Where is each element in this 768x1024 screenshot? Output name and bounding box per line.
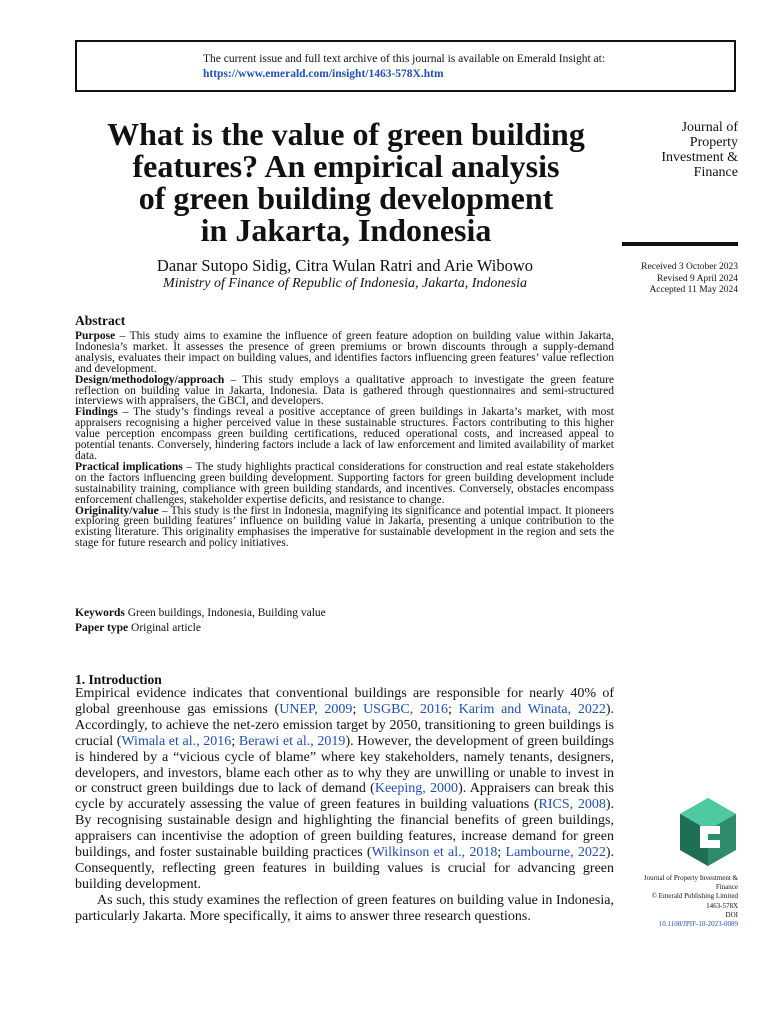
- doi-link[interactable]: 10.1108/JPIF-10-2023-0089: [658, 920, 738, 929]
- introduction-paragraph: [75, 686, 614, 893]
- citation-link[interactable]: Karim and Winata, 2022: [458, 701, 606, 717]
- section-heading-introduction: 1. Introduction: [75, 672, 162, 687]
- citation-link[interactable]: Wimala et al., 2016: [121, 733, 232, 749]
- journal-archive-banner: [75, 40, 736, 92]
- revised-date: Revised 9 April 2024: [656, 273, 738, 284]
- abstract-findings: [75, 407, 614, 462]
- paper-type-line: [75, 621, 614, 636]
- citation-link[interactable]: UNEP, 2009: [279, 701, 353, 717]
- abstract-text: The study’s findings reveal a positive acceptance of green buildings in Jakarta’s market, with most appraisers recognising a higher perceived value in these sustainable structures. Factors contributing to this higher value perception encompass green building certifications, reduced operational costs, and increased appeal to potential tenants. Conversely, hindering factors include a lack of law enforcement and limited availability of market data.: [75, 406, 615, 462]
- keywords-value: Green buildings, Indonesia, Building value: [127, 607, 326, 619]
- abstract-separator: –: [224, 373, 243, 386]
- title-line: of green building development: [138, 180, 554, 216]
- journal-name-line: Journal of: [681, 120, 738, 135]
- article-dates: [620, 262, 738, 297]
- paragraph-text: ;: [352, 701, 364, 717]
- footer-line: 1463-578X: [706, 901, 738, 910]
- journal-footer: [620, 874, 738, 929]
- introduction-paragraph: As such, this study examines the reflection of green features on building value in Indonesia, particularly Jakarta. More specifically, it aims to answer three research questions.: [75, 892, 614, 924]
- abstract-body: [75, 331, 614, 549]
- introduction-body: [75, 686, 614, 925]
- received-date: Received 3 October 2023: [641, 262, 738, 272]
- journal-name-line: Finance: [693, 165, 738, 180]
- citation-link[interactable]: RICS, 2008: [538, 797, 606, 813]
- footer-line: Journal of Property Investment &: [643, 874, 738, 882]
- abstract-text: The study highlights practical considerations for construction and real estate stakeholders on the factors influencing green building development. Supporting factors for green building development include sustainability training, compliance with green building standards, and incentives. Conversely, obstacles encompass enforcement challenges, stakeholder expertise deficits, and resistance to change.: [75, 460, 615, 506]
- title-line: What is the value of green building: [107, 116, 585, 152]
- paragraph-text: ;: [497, 845, 506, 861]
- abstract-text: This study employs a qualitative approach to investigate the green feature reflection on building value in Jakarta, Indonesia. Data is gathered through questionnaires and semi-structured interviews with appraisers, the GBCI, and developers.: [75, 373, 615, 408]
- abstract-purpose: [75, 331, 614, 375]
- keywords-block: [75, 606, 614, 636]
- abstract-label: Practical implications: [75, 460, 183, 473]
- paragraph-text: ;: [447, 701, 459, 717]
- paragraph-text: ). However, the development of green buildings is hindered by a “vicious cycle of blame” where key stakeholders, namely tenants, designers, developers, and investors, blame each other as to why they are unwilling or unable to invest in or construct green buildings due to lack of demand (: [75, 733, 615, 797]
- title-line: features? An empirical analysis: [132, 148, 560, 184]
- journal-url-link[interactable]: https://www.emerald.com/insight/1463-578X.htm: [203, 68, 444, 80]
- paragraph-text: ). Accordingly, to achieve the net-zero emission target by 2050, transitioning to green buildings is crucial (: [75, 701, 615, 749]
- paragraph-text: ). By recognising sustainable design and highlighting the financial benefits of green buildings, appraisers can incentivise the adoption of green building features, increase demand for green buildings, and foster sustainable building practices (: [75, 797, 614, 861]
- margin-divider: [622, 242, 738, 246]
- citation-link[interactable]: Wilkinson et al., 2018: [371, 845, 498, 861]
- journal-name-line: Property: [689, 135, 738, 150]
- footer-line: © Emerald Publishing Limited: [651, 892, 738, 901]
- doi-line: [620, 911, 738, 929]
- abstract-separator: –: [115, 330, 130, 342]
- abstract-label: Originality/value: [75, 504, 159, 517]
- abstract-originality: [75, 506, 614, 550]
- paragraph-text: ). Appraisers can break this cycle by accurately assessing the value of green features in building valuations (: [75, 781, 614, 813]
- paper-type-value: Original article: [131, 622, 201, 634]
- keywords-line: [75, 606, 614, 621]
- abstract-label: Design/methodology/approach: [75, 373, 225, 386]
- paragraph-text: ;: [231, 733, 239, 749]
- accepted-date: Accepted 11 May 2024: [649, 285, 738, 295]
- journal-name: [620, 120, 738, 180]
- abstract-separator: –: [182, 460, 196, 473]
- journal-name-line: Investment &: [661, 150, 738, 165]
- keywords-label: Keywords: [75, 607, 125, 619]
- emerald-logo-icon: [678, 796, 738, 868]
- abstract-text: This study aims to examine the influence of green feature adoption on building value within Jakarta, Indonesia’s market. It assesses the presence of green premiums or brown discounts through a supply-demand analysis, evaluates their impact on building values, and identifies factors influencing green features’ value reflection and development.: [75, 330, 614, 375]
- paragraph-text: ). Consequently, reflecting green features in building values is crucial for advancing green building development.: [75, 845, 614, 892]
- banner-text: The current issue and full text archive of this journal is available on Emerald Insight at:: [203, 53, 606, 65]
- citation-link[interactable]: Keeping, 2000: [374, 781, 459, 797]
- title-line: in Jakarta, Indonesia: [200, 212, 492, 248]
- citation-link[interactable]: Berawi et al., 2019: [238, 733, 346, 749]
- citation-link[interactable]: USGBC, 2016: [363, 701, 448, 717]
- paragraph-text: Empirical evidence indicates that conventional buildings are responsible for nearly 40% of global greenhouse gas emissions (: [75, 686, 614, 717]
- doi-label: DOI: [725, 910, 738, 919]
- abstract-label: Purpose: [75, 330, 116, 342]
- abstract-heading: Abstract: [75, 313, 126, 328]
- citation-link[interactable]: Lambourne, 2022: [505, 845, 606, 861]
- abstract-separator: –: [117, 406, 134, 419]
- abstract-practical: [75, 462, 614, 506]
- abstract-label: Findings: [75, 406, 118, 419]
- abstract-design: [75, 375, 614, 408]
- abstract-text: This study is the first in Indonesia, magnifying its significance and potential impact. It pioneers exploring green building features’ influence on building value in Jakarta, presenting a unique contribution to the existing literature. This originality emphasises the imperative for sustainable development in the region and sets the stage for future research and policy initiatives.: [75, 504, 615, 550]
- footer-line: Finance: [715, 883, 738, 892]
- article-title: [70, 118, 622, 246]
- author-list: Danar Sutopo Sidig, Citra Wulan Ratri and Arie Wibowo: [156, 256, 534, 275]
- abstract-separator: –: [158, 504, 171, 517]
- paper-type-label: Paper type: [75, 622, 129, 634]
- author-affiliation: Ministry of Finance of Republic of Indonesia, Jakarta, Indonesia: [163, 276, 527, 291]
